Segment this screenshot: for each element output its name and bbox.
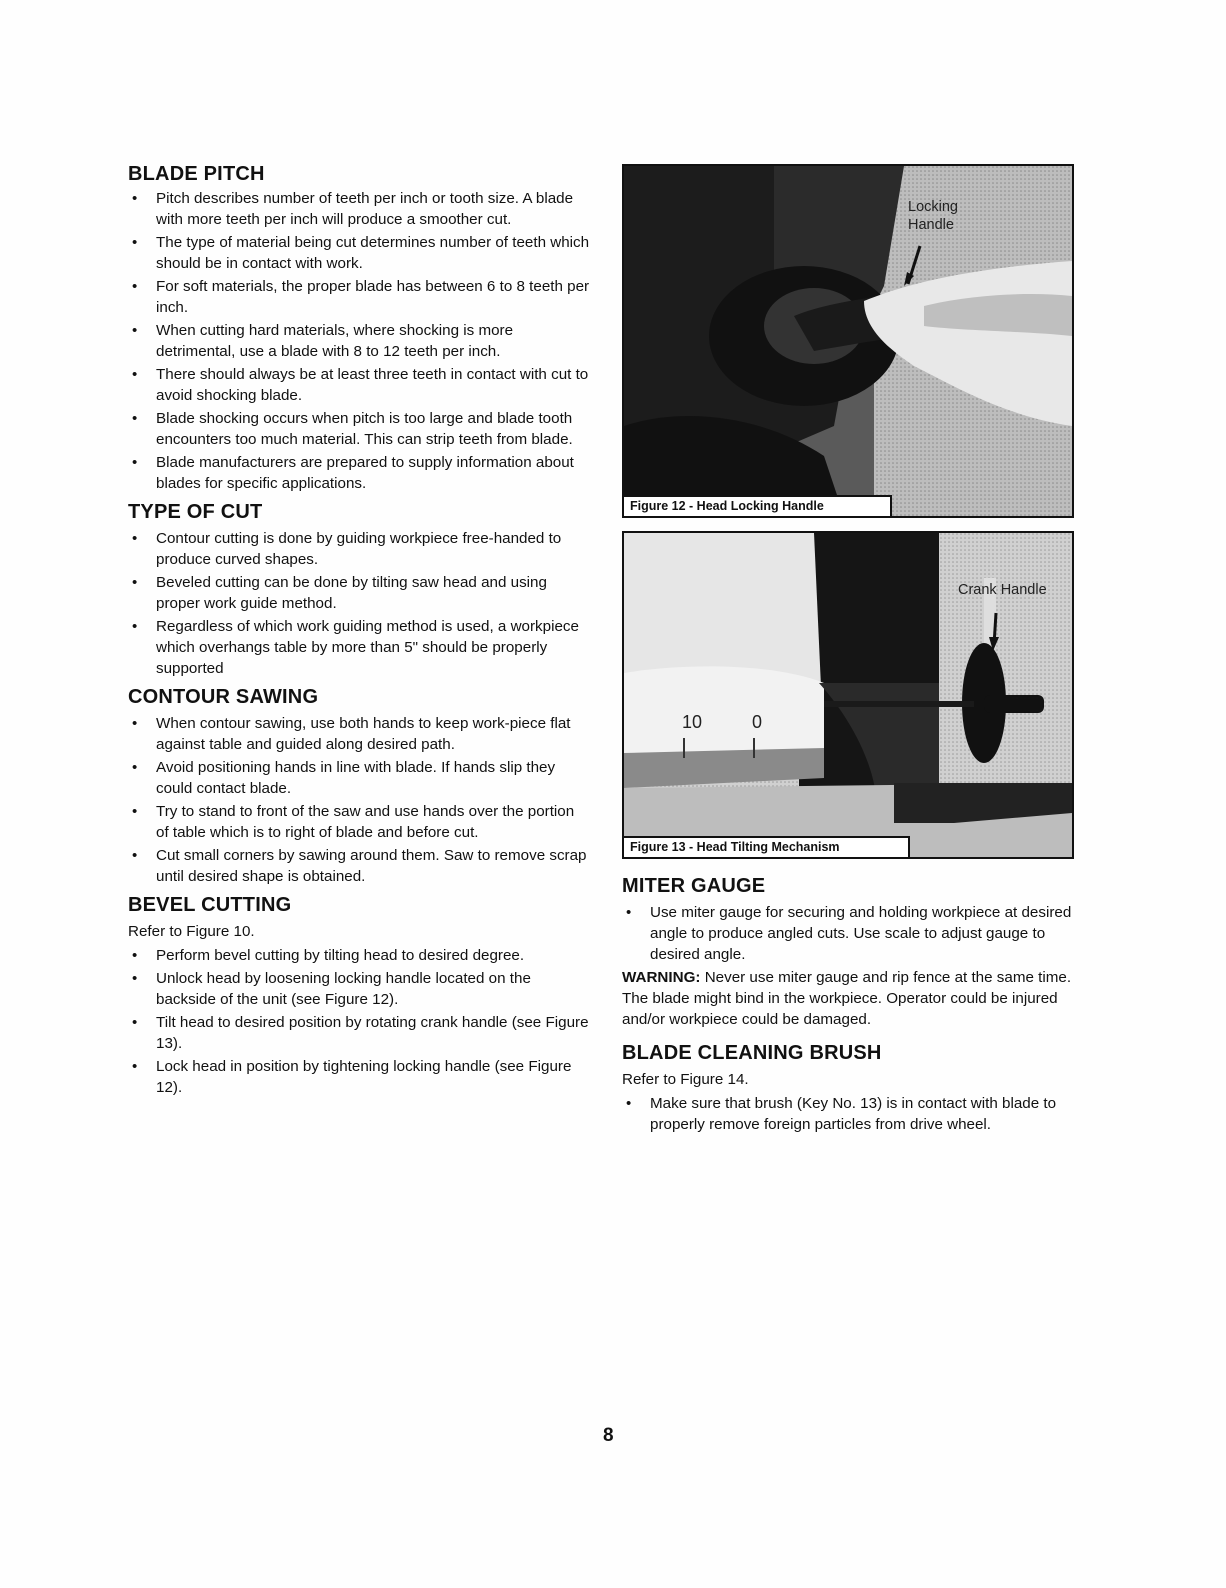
figure-12-photo	[622, 164, 1074, 518]
list-item: • Blade shocking occurs when pitch is too large and blade tooth encounters too much material. This can strip teeth from blade.	[128, 408, 590, 450]
list-item: • Regardless of which work guiding method is used, a workpiece which overhangs table by more than 5" should be properly supported	[128, 616, 590, 679]
right-column	[622, 875, 1072, 1142]
list-item: • Unlock head by loosening locking handle located on the backside of the unit (see Figure 12).	[128, 968, 590, 1010]
figure-12-caption: Figure 12 - Head Locking Handle	[624, 495, 892, 516]
list-item: • Try to stand to front of the saw and use hands over the portion of table which is to right of blade and before cut.	[128, 801, 590, 843]
list-item: • Lock head in position by tightening locking handle (see Figure 12).	[128, 1056, 590, 1098]
list-item: • Avoid positioning hands in line with blade. If hands slip they could contact blade.	[128, 757, 590, 799]
section-blade-pitch	[128, 163, 590, 494]
page-number: 8	[603, 1425, 614, 1446]
section-bevel-cutting	[128, 894, 590, 1098]
list-blade-cleaning-brush	[622, 1093, 1072, 1135]
reference-text: Refer to Figure 10.	[128, 923, 255, 940]
section-contour-sawing	[128, 686, 590, 887]
list-item: • Contour cutting is done by guiding workpiece free-handed to produce curved shapes.	[128, 528, 590, 570]
list-item: • When contour sawing, use both hands to keep work-piece flat against table and guided along desired path.	[128, 713, 590, 755]
head-locking-handle-illustration	[624, 166, 1072, 516]
list-item: • Blade manufacturers are prepared to supply information about blades for specific applications.	[128, 452, 590, 494]
crank-handle-callout: Crank Handle	[958, 582, 1047, 598]
callout-line: Handle	[908, 217, 954, 233]
list-item: • For soft materials, the proper blade has between 6 to 8 teeth per inch.	[128, 276, 590, 318]
left-column	[128, 163, 590, 1105]
list-item: • There should always be at least three teeth in contact with cut to avoid shocking blade.	[128, 364, 590, 406]
list-miter-gauge	[622, 902, 1072, 965]
list-item: • Perform bevel cutting by tilting head to desired degree.	[128, 945, 590, 966]
list-item: • Tilt head to desired position by rotating crank handle (see Figure 13).	[128, 1012, 590, 1054]
list-item: • Beveled cutting can be done by tilting saw head and using proper work guide method.	[128, 572, 590, 614]
scale-mark-label: 0	[752, 712, 763, 732]
scale-mark-label: 10	[682, 712, 703, 732]
list-item: • Pitch describes number of teeth per inch or tooth size. A blade with more teeth per inch will produce a smoother cut.	[128, 188, 590, 230]
list-contour-sawing	[128, 713, 590, 887]
heading-bevel-cutting: BEVEL CUTTING	[128, 894, 292, 916]
warning-text: Never use miter gauge and rip fence at the same time. The blade might bind in the workpiece. Operator could be injured and/or workpiece could be damaged.	[622, 969, 1072, 1028]
heading-blade-pitch: BLADE PITCH	[128, 163, 265, 185]
list-item: • The type of material being cut determines number of teeth which should be in contact with work.	[128, 232, 590, 274]
list-item: • When cutting hard materials, where shocking is more detrimental, use a blade with 8 to 12 teeth per inch.	[128, 320, 590, 362]
locking-handle-callout	[908, 198, 958, 234]
list-item: • Use miter gauge for securing and holding workpiece at desired angle to produce angled cuts. Use scale to adjust gauge to desired angle.	[622, 902, 1072, 965]
heading-blade-cleaning-brush: BLADE CLEANING BRUSH	[622, 1042, 882, 1064]
list-type-of-cut	[128, 528, 590, 679]
warning-label: WARNING:	[622, 969, 701, 986]
section-miter-gauge	[622, 875, 1072, 1030]
heading-miter-gauge: MITER GAUGE	[622, 875, 766, 897]
figure-13-photo	[622, 531, 1074, 859]
heading-contour-sawing: CONTOUR SAWING	[128, 686, 319, 708]
heading-type-of-cut: TYPE OF CUT	[128, 501, 263, 523]
warning-paragraph	[622, 967, 1072, 1030]
list-bevel-cutting	[128, 945, 590, 1098]
list-item: • Make sure that brush (Key No. 13) is in contact with blade to properly remove foreign particles from drive wheel.	[622, 1093, 1072, 1135]
section-type-of-cut	[128, 501, 590, 679]
reference-text: Refer to Figure 14.	[622, 1071, 749, 1088]
callout-line: Locking	[908, 199, 958, 215]
list-item: • Cut small corners by sawing around them. Saw to remove scrap until desired shape is obtained.	[128, 845, 590, 887]
figure-13-caption: Figure 13 - Head Tilting Mechanism	[624, 836, 910, 857]
list-blade-pitch	[128, 188, 590, 494]
section-blade-cleaning-brush	[622, 1042, 1072, 1135]
